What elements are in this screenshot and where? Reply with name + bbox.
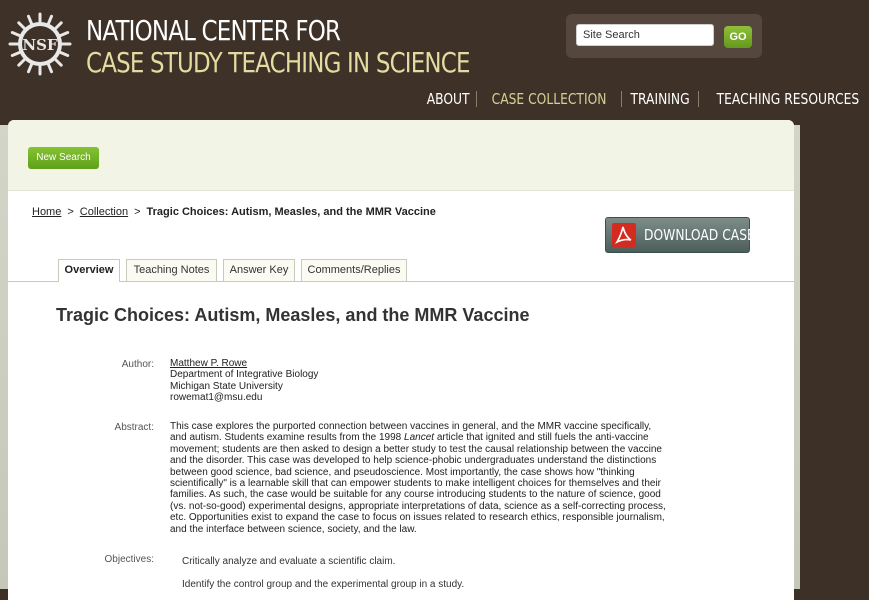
breadcrumb	[32, 206, 436, 218]
abstract-label: Abstract:	[114, 422, 154, 433]
abstract-text	[170, 421, 670, 535]
abstract-line: between good science, bad science, and pseudoscience. Most importantly, the case shows how "thinking	[170, 466, 635, 478]
author-name-link[interactable]: Matthew P. Rowe	[170, 358, 248, 369]
objectives-label: Objectives:	[104, 554, 154, 565]
tabs-baseline	[8, 281, 794, 282]
abstract-line: etc. Opportunities exist to expand the case to focus on issues related to research ethics, responsible journalism,	[170, 512, 665, 524]
abstract-line: and the interface between science, society, and the law.	[170, 523, 417, 535]
nav-divider	[621, 91, 622, 107]
site-header	[0, 0, 860, 125]
nav-about[interactable]: ABOUT	[426, 90, 470, 108]
site-search-input[interactable]	[576, 24, 714, 46]
main-nav	[428, 89, 869, 109]
breadcrumb-current: Tragic Choices: Autism, Measles, and the MMR Vaccine	[146, 206, 436, 218]
site-search-box	[566, 14, 762, 58]
author-block	[170, 358, 318, 404]
objective-item: Critically analyze and evaluate a scientific claim.	[182, 556, 396, 567]
objective-item: Identify the control group and the experimental group in a study.	[182, 579, 465, 590]
abstract-line: scientifically" is a learnable skill that can empower students to make intelligent choices for themselves and their	[170, 478, 662, 490]
search-go-button[interactable]: GO	[724, 26, 752, 48]
abstract-line: families. As such, the case would be suitable for any course introducing students to the nature of science, good	[170, 489, 661, 501]
search-band	[8, 120, 794, 191]
content-panel	[8, 120, 794, 600]
nav-divider	[476, 91, 477, 107]
abstract-line: (vs. not-so-good) experimental designs, appropriate interpretations of data, science as a self-correcting process,	[170, 500, 666, 512]
site-title-line2: CASE STUDY TEACHING IN SCIENCE	[86, 46, 470, 79]
case-title: Tragic Choices: Autism, Measles, and the MMR Vaccine	[56, 305, 530, 325]
pdf-icon	[612, 223, 636, 247]
case-tabs	[8, 259, 794, 281]
logo-text: NSF	[22, 36, 58, 54]
abstract-line: and the disorder. This case was developed to help science-phobic undergraduates understand the distinctions	[170, 455, 657, 467]
nsf-logo[interactable]	[8, 12, 72, 76]
download-case-button[interactable]	[605, 217, 755, 253]
nav-training[interactable]: TRAINING	[630, 90, 690, 108]
breadcrumb-separator: >	[134, 206, 141, 218]
site-title-line1: NATIONAL CENTER FOR	[86, 14, 341, 47]
breadcrumb-collection[interactable]: Collection	[79, 206, 129, 218]
new-search-button[interactable]: New Search	[28, 147, 99, 169]
tab-teaching-notes[interactable]: Teaching Notes	[126, 259, 217, 281]
breadcrumb-separator: >	[67, 206, 74, 218]
author-department: Department of Integrative Biology	[170, 369, 319, 381]
abstract-line: and autism. Students examine results from the 1998 Lancet article that ignited and still fuels the anti-vaccine	[170, 432, 649, 444]
tab-overview[interactable]: Overview	[58, 259, 120, 282]
abstract-line: This case explores the purported connection between vaccines in general, and the MMR vaccine specifically,	[170, 421, 652, 432]
nav-divider	[698, 91, 699, 107]
download-case-label: DOWNLOAD CASE	[644, 226, 755, 244]
author-institution: Michigan State University	[170, 380, 283, 392]
breadcrumb-home[interactable]: Home	[32, 206, 62, 218]
nav-teaching-resources[interactable]: TEACHING RESOURCES	[717, 90, 860, 108]
author-email: rowemat1@msu.edu	[170, 392, 263, 404]
tab-comments-replies[interactable]: Comments/Replies	[301, 259, 407, 281]
tab-answer-key[interactable]: Answer Key	[223, 259, 295, 281]
abstract-line: movement; students are then asked to design a better study to test the causal relationship between the vaccine	[170, 443, 662, 455]
author-label: Author:	[121, 359, 154, 370]
nav-case-collection[interactable]: CASE COLLECTION	[491, 90, 607, 108]
